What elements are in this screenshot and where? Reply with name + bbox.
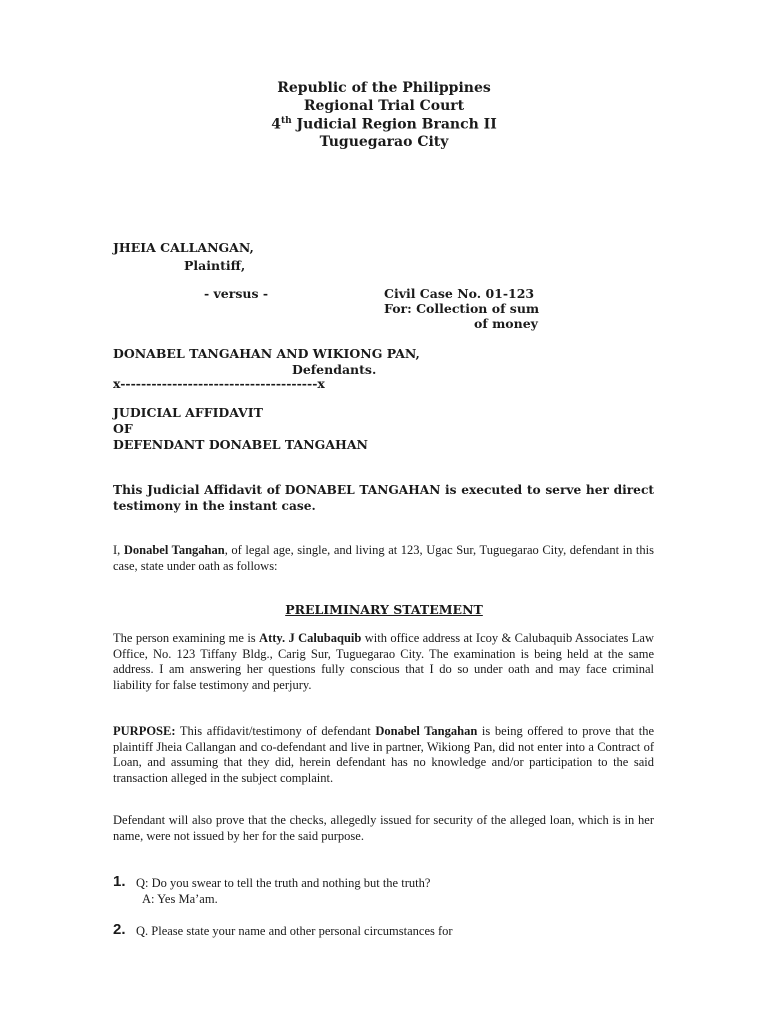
plaintiff-role: Plaintiff, bbox=[184, 258, 246, 273]
court-header-rtc: Regional Trial Court bbox=[303, 98, 465, 114]
defendants-name: DONABEL TANGAHAN AND WIKIONG PAN, bbox=[113, 346, 420, 361]
purpose-name: Donabel Tangahan bbox=[375, 724, 478, 738]
answer-1: A: Yes Ma’am. bbox=[142, 892, 218, 906]
oath-post: , of legal age, single, and living at 123, Ugac Sur, Tuguegarao City, defendant in this case, state under oath as follows: bbox=[113, 543, 654, 573]
question-number-1: 1. bbox=[113, 873, 126, 890]
versus-label: - versus - bbox=[204, 286, 269, 301]
examiner-post: with office address at Icoy & Calubaquib Associates Law Office, No. 123 Tiffany Bldg., Carig Sur, Tuguegarao City. The examination is being held at the same address. I am answering her questions fully conscious that I do so under oath and may face criminal liability for false testimony and perjury. bbox=[113, 631, 654, 692]
case-nature: For: Collection of sum bbox=[384, 301, 540, 316]
caption-separator: x--------------------------------------x bbox=[113, 376, 325, 391]
case-number: Civil Case No. 01-123 bbox=[384, 286, 535, 301]
title-of: OF bbox=[113, 421, 133, 436]
section-heading-preliminary: PRELIMINARY STATEMENT bbox=[285, 602, 483, 617]
purpose-label: PURPOSE: bbox=[113, 724, 176, 738]
question-number-2: 2. bbox=[113, 921, 126, 938]
region-number: 4 bbox=[271, 116, 281, 133]
purpose-post: is being offered to prove that the plaintiff Jheia Callangan and co-defendant and live in partner, Wikiong Pan, did not enter into a Contract of Loan, and assuming that they did, herein defendant has no knowledge and/or participation to the said transaction alleged in the subject complaint. bbox=[113, 724, 654, 785]
question-1: Q: Do you swear to tell the truth and nothing but the truth? bbox=[136, 876, 431, 890]
case-nature-cont: of money bbox=[474, 316, 538, 331]
title-judicial-affidavit: JUDICIAL AFFIDAVIT bbox=[113, 405, 263, 420]
oath-paragraph bbox=[113, 543, 654, 574]
defendants-role: Defendants. bbox=[292, 362, 377, 377]
oath-pre: I, bbox=[113, 543, 124, 557]
plaintiff-name: JHEIA CALLANGAN, bbox=[113, 240, 254, 255]
region-text: Judicial Region Branch II bbox=[291, 116, 497, 133]
title-defendant: DEFENDANT DONABEL TANGAHAN bbox=[113, 437, 368, 452]
court-header-region bbox=[0, 116, 768, 133]
question-2: Q. Please state your name and other personal circumstances for bbox=[136, 924, 453, 938]
intro-paragraph: This Judicial Affidavit of DONABEL TANGAHAN is executed to serve her direct testimony in the instant case. bbox=[113, 483, 654, 513]
examiner-paragraph bbox=[113, 631, 654, 693]
examiner-pre: The person examining me is bbox=[113, 631, 260, 645]
court-header-republic: Republic of the Philippines bbox=[277, 80, 491, 96]
examiner-name: Atty. J Calubaquib bbox=[259, 631, 362, 645]
region-ordinal-suffix: th bbox=[280, 116, 292, 126]
purpose-pre: This affidavit/testimony of defendant bbox=[175, 724, 376, 738]
court-header-city: Tuguegarao City bbox=[319, 134, 449, 150]
purpose-paragraph bbox=[113, 724, 654, 786]
affiant-name: Donabel Tangahan bbox=[123, 543, 225, 557]
checks-paragraph: Defendant will also prove that the checks, allegedly issued for security of the alleged loan, which is in her name, were not issued by her for the said purpose. bbox=[113, 813, 654, 843]
